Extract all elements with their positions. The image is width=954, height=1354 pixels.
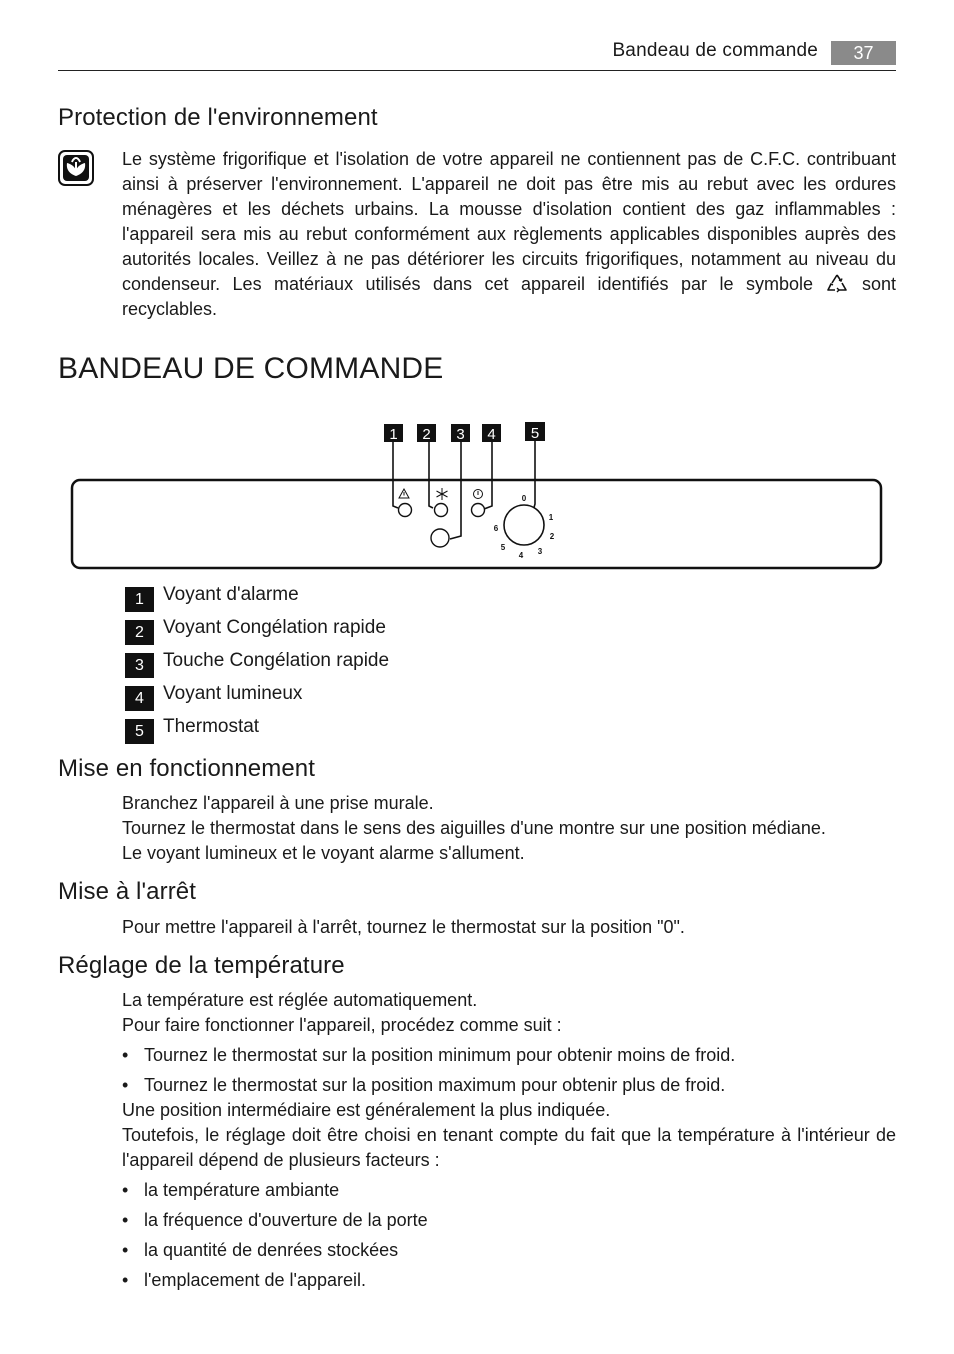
svg-text:4: 4: [487, 426, 496, 443]
legend-label: Touche Congélation rapide: [163, 650, 390, 671]
svg-text:4: 4: [518, 551, 524, 560]
bullet: •: [122, 1210, 129, 1230]
bullet: •: [122, 1270, 129, 1290]
list-item: [122, 1178, 339, 1203]
list-item-text: Tournez le thermostat sur la position minimum pour obtenir moins de froid.: [144, 1045, 736, 1065]
bullet: •: [122, 1240, 129, 1260]
callout-4: [482, 424, 501, 443]
bullet: •: [122, 1045, 129, 1065]
legend-number: 1: [125, 587, 154, 612]
stop-heading: Mise à l'arrêt: [58, 878, 197, 905]
temp-intro: [122, 988, 562, 1038]
page-number: 37: [831, 41, 896, 65]
header-rule: [58, 70, 896, 71]
list-item: [122, 1208, 428, 1233]
power-light: [472, 504, 485, 517]
env-paragraph: [122, 147, 896, 322]
start-paragraph: [122, 791, 826, 866]
list-item: [122, 1043, 735, 1068]
start-heading: Mise en fonctionnement: [58, 755, 316, 782]
temp-intro-line: Pour faire fonctionner l'appareil, procédez comme suit :: [122, 1015, 562, 1035]
legend-number: 2: [125, 620, 154, 645]
control-panel-diagram: [60, 418, 886, 574]
svg-text:5: 5: [500, 543, 506, 552]
legend-label: Thermostat: [163, 716, 260, 737]
env-text: Le système frigorifique et l'isolation de votre appareil ne contiennent pas de C.F.C. contribuant ainsi à préserver l'environnement. L'appareil ne doit pas être mis au rebut avec les ordures ménagères et les déchets urbains. La mousse d'isolation contient des gaz inflammables : l'appareil sera mis au rebut conformément aux règlements applicables disponibles auprès des autorités locales. Veillez à ne pas détériorer les circuits frigorifiques, notamment au niveau du condenseur. Les matériaux utilisés dans cet appareil identifiés par le symbole: [122, 149, 896, 294]
callout-3: [451, 424, 470, 443]
alarm-light: [399, 504, 412, 517]
list-item-text: l'emplacement de l'appareil.: [144, 1270, 366, 1290]
panel-outline: [72, 480, 881, 568]
svg-text:1: 1: [548, 513, 554, 522]
svg-text:6: 6: [493, 524, 499, 533]
legend-label: Voyant d'alarme: [163, 584, 299, 605]
list-item: [122, 1238, 398, 1263]
svg-text:1: 1: [389, 426, 398, 443]
svg-text:2: 2: [422, 426, 431, 443]
temp-middle-line: Une position intermédiaire est généralement la plus indiquée.: [122, 1100, 611, 1120]
env-text-end: sont recyclables.: [122, 274, 896, 319]
svg-text:5: 5: [530, 425, 540, 442]
bullet: •: [122, 1075, 129, 1095]
list-item: [122, 1268, 366, 1293]
callout-2: [417, 424, 436, 443]
temp-middle: [122, 1098, 896, 1173]
list-item-text: la quantité de denrées stockées: [144, 1240, 399, 1260]
legend-label: Voyant Congélation rapide: [163, 617, 386, 638]
environment-icon: [58, 150, 94, 186]
svg-text:2: 2: [549, 532, 555, 541]
list-item: [122, 1073, 725, 1098]
callout-5: [525, 422, 545, 442]
fast-freeze-light: [435, 504, 448, 517]
start-line: Tournez le thermostat dans le sens des aiguilles d'une montre sur une position médiane.: [122, 818, 826, 838]
fast-freeze-button: [431, 529, 449, 547]
temp-intro-line: La température est réglée automatiquement.: [122, 990, 478, 1010]
stop-paragraph: Pour mettre l'appareil à l'arrêt, tournez le thermostat sur la position "0".: [122, 917, 685, 937]
running-header: Bandeau de commande: [612, 40, 818, 61]
page-title: BANDEAU DE COMMANDE: [58, 352, 444, 385]
legend-label: Voyant lumineux: [163, 683, 303, 704]
list-item-text: Tournez le thermostat sur la position maximum pour obtenir plus de froid.: [144, 1075, 726, 1095]
legend-number: 4: [125, 686, 154, 711]
start-line: Le voyant lumineux et le voyant alarme s'allument.: [122, 843, 525, 863]
svg-text:0: 0: [521, 494, 527, 503]
thermostat-dial: [504, 505, 544, 545]
callout-1: [384, 424, 403, 443]
list-item-text: la fréquence d'ouverture de la porte: [144, 1210, 428, 1230]
temp-heading: Réglage de la température: [58, 952, 345, 979]
list-item-text: la température ambiante: [144, 1180, 340, 1200]
env-heading: Protection de l'environnement: [58, 104, 378, 131]
svg-text:3: 3: [537, 547, 543, 556]
start-line: Branchez l'appareil à une prise murale.: [122, 793, 434, 813]
svg-text:3: 3: [456, 426, 465, 443]
legend-number: 3: [125, 653, 154, 678]
legend-number: 5: [125, 719, 154, 744]
temp-middle-line: Toutefois, le réglage doit être choisi en tenant compte du fait que la température à l'intérieur de l'appareil dépend de plusieurs facteurs :: [122, 1125, 896, 1170]
recycle-icon: [825, 273, 849, 293]
bullet: •: [122, 1180, 129, 1200]
